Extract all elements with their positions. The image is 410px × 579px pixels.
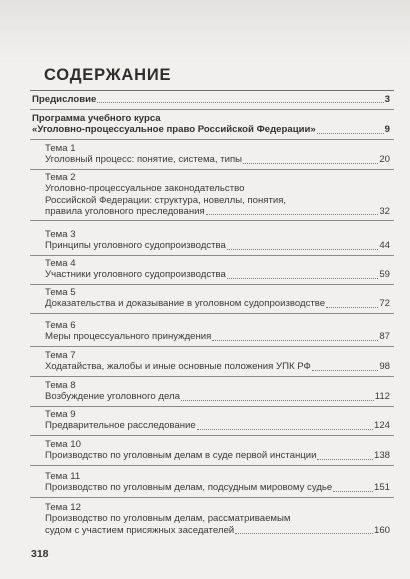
toc-entry-line: Российской Федерации: структура, новеллы, понятия, — [45, 194, 287, 206]
toc-entry-row — [45, 240, 390, 251]
toc-entry-row — [45, 525, 390, 536]
entry-divider — [30, 346, 394, 347]
toc-entry-row — [45, 269, 390, 280]
toc-page-number: 9 — [384, 124, 390, 136]
page-title: СОДЕРЖАНИЕ — [44, 66, 172, 84]
entry-divider — [30, 497, 394, 498]
toc-entry-text: Ходатайства, жалобы и иные основные положения УПК РФ — [45, 361, 311, 373]
toc-entry-row — [45, 206, 390, 217]
toc-entry-theme — [45, 143, 390, 166]
theme-label: Тема 2 — [45, 172, 76, 183]
theme-label: Тема 11 — [45, 471, 81, 482]
toc-page-number: 151 — [373, 482, 390, 494]
entry-divider — [30, 139, 394, 140]
toc-page-number: 87 — [379, 331, 390, 343]
toc-entry-text: «Уголовно-процессуальное право Российской Федерации» — [32, 124, 316, 136]
theme-label: Тема 10 — [45, 439, 81, 450]
dot-leader — [227, 278, 378, 279]
theme-label: Тема 8 — [45, 380, 76, 391]
entry-divider — [30, 284, 394, 285]
dot-leader — [326, 307, 378, 308]
dot-leader — [317, 459, 373, 460]
theme-label: Тема 5 — [45, 287, 76, 298]
toc-entry-program — [32, 113, 390, 136]
toc-entry-row — [45, 154, 390, 165]
page-number-footer: 318 — [31, 548, 49, 560]
theme-label: Тема 12 — [45, 502, 81, 513]
toc-entry-text: Производство по уголовным делам в суде первой инстанции — [45, 450, 317, 462]
toc-entry-row — [45, 361, 390, 372]
theme-label: Тема 7 — [45, 350, 76, 361]
entry-divider — [30, 220, 394, 221]
entry-divider — [30, 376, 394, 377]
toc-page-number: 20 — [379, 154, 390, 166]
theme-label: Тема 6 — [45, 320, 76, 331]
dot-leader — [227, 249, 378, 250]
toc-entry-theme — [45, 229, 390, 252]
toc-entry-theme — [45, 258, 390, 281]
dot-leader — [317, 133, 384, 134]
toc-entry-theme — [45, 380, 390, 403]
toc-entry-text: Производство по уголовным делам, подсудным мировому судье — [45, 482, 333, 494]
dot-leader — [235, 533, 373, 534]
entry-divider — [30, 465, 394, 466]
toc-entry-row — [45, 450, 390, 461]
toc-entry-row — [45, 482, 390, 493]
toc-page-number: 138 — [373, 450, 390, 462]
toc-entry-text: Принципы уголовного судопроизводства — [45, 240, 226, 252]
dot-leader — [243, 163, 378, 164]
toc-entry-theme — [45, 409, 390, 432]
show-through-text — [0, 0, 410, 60]
theme-label: Тема 4 — [45, 258, 76, 269]
dot-leader — [212, 340, 378, 341]
toc-page-number: 112 — [374, 391, 390, 403]
toc-entry-text: судом с участием присяжных заседателей — [45, 524, 235, 536]
toc-entry-text: Уголовный процесс: понятие, система, типы — [45, 154, 243, 166]
toc-entry-theme — [45, 471, 390, 494]
dot-leader — [206, 214, 379, 215]
entry-divider — [30, 109, 394, 110]
toc-entry-preface — [32, 94, 390, 105]
dot-leader — [181, 400, 374, 401]
toc-entry-theme — [45, 350, 390, 373]
toc-entry-text: Доказательства и доказывание в уголовном судопроизводстве — [45, 298, 326, 310]
toc-entry-line: Производство по уголовным делам, рассматриваемым — [45, 513, 291, 525]
dot-leader — [97, 102, 383, 103]
entry-divider — [30, 435, 394, 436]
toc-entry-text: Предварительное расследование — [45, 420, 196, 432]
toc-entry-theme — [45, 287, 390, 310]
toc-entry-text: Участники уголовного судопроизводства — [45, 269, 226, 281]
toc-page-number: 44 — [379, 240, 390, 252]
entry-divider — [30, 255, 394, 256]
title-rule — [30, 90, 394, 91]
toc-page-number: 59 — [379, 269, 390, 281]
toc-entry-row — [32, 124, 390, 135]
toc-page-number: 160 — [373, 524, 390, 536]
toc-entry-theme — [45, 439, 390, 462]
toc-entry-row — [45, 298, 390, 309]
toc-page-number: 3 — [384, 94, 390, 105]
toc-entry-text: Предисловие — [32, 94, 97, 105]
toc-entry-theme — [45, 502, 390, 536]
toc-entry-line: Программа учебного курса — [32, 113, 161, 124]
toc-page-number: 32 — [379, 205, 390, 217]
toc-entry-theme — [45, 320, 390, 343]
theme-label: Тема 3 — [45, 229, 76, 240]
toc-entry-row — [45, 391, 390, 402]
theme-label: Тема 9 — [45, 409, 76, 420]
toc-page-number: 72 — [379, 298, 390, 310]
toc-entry-text: Меры процессуального принуждения — [45, 331, 212, 343]
toc-entry-row — [45, 420, 390, 431]
toc-entry-text: правила уголовного преследования — [45, 205, 205, 217]
dot-leader — [197, 429, 373, 430]
toc-entry-row — [32, 94, 390, 105]
toc-entry-theme — [45, 172, 390, 217]
toc-entry-line: Уголовно-процессуальное законодательство — [45, 183, 245, 195]
entry-divider — [30, 313, 394, 314]
dot-leader — [333, 491, 373, 492]
dot-leader — [312, 370, 379, 371]
toc-entry-row — [45, 331, 390, 342]
toc-entry-text: Возбуждение уголовного дела — [45, 391, 180, 403]
toc-page-number: 124 — [373, 420, 390, 432]
theme-label: Тема 1 — [45, 143, 76, 154]
entry-divider — [30, 406, 394, 407]
entry-divider — [30, 169, 394, 170]
toc-page-number: 98 — [379, 361, 390, 373]
